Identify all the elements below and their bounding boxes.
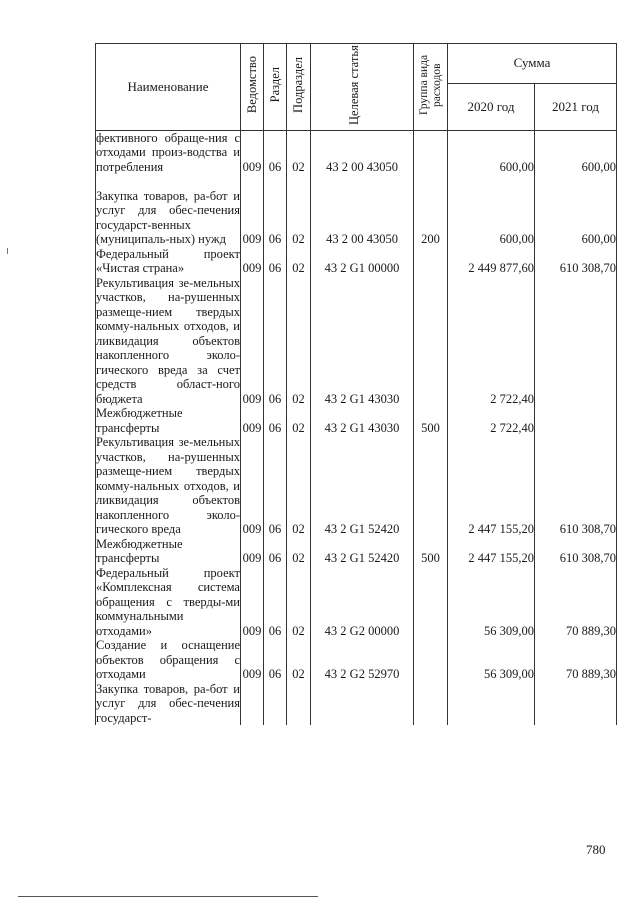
row-name: Межбюджетные трансферты [96, 406, 241, 435]
row-podrazdel: 02 [287, 174, 311, 247]
row-sum-2021: 600,00 [535, 130, 617, 174]
row-vedomstvo: 009 [241, 247, 264, 276]
row-tselevaya: 43 2 G2 52970 [311, 638, 414, 682]
row-tselevaya: 43 2 G2 00000 [311, 566, 414, 639]
row-sum-2020: 600,00 [448, 174, 535, 247]
row-gruppa: 500 [414, 406, 448, 435]
row-tselevaya: 43 2 G1 43030 [311, 406, 414, 435]
table-row [96, 537, 617, 566]
row-sum-2021 [535, 406, 617, 435]
row-razdel: 06 [264, 537, 287, 566]
row-sum-2021: 610 308,70 [535, 435, 617, 537]
row-vedomstvo: 009 [241, 638, 264, 682]
row-name: Рекультивация зе-мельных участков, на-рушенных размеще-нием твердых комму-нальных отходов, и ликвидация объектов накопленного эколо-гического вреда за счет средств област-ного бюджета [96, 275, 240, 406]
row-razdel: 06 [264, 638, 287, 682]
row-tselevaya [311, 682, 414, 726]
header-razdel: Раздел [264, 44, 287, 131]
row-razdel: 06 [264, 276, 287, 407]
row-podrazdel: 02 [287, 247, 311, 276]
row-tselevaya: 43 2 G1 52420 [311, 537, 414, 566]
row-name: Федеральный проект «Чистая страна» [96, 246, 240, 275]
row-name: фективного обраще-ния с отходами произ-водства и потребления [96, 130, 240, 174]
page-number: 780 [586, 842, 606, 857]
row-sum-2020: 2 447 155,20 [448, 537, 535, 566]
header-year-2021: 2021 год [535, 84, 617, 130]
row-gruppa [414, 682, 448, 726]
header-summa: Сумма [448, 44, 617, 84]
row-vedomstvo: 009 [241, 276, 264, 407]
row-sum-2020: 2 722,40 [448, 406, 535, 435]
row-tselevaya: 43 2 G1 52420 [311, 435, 414, 537]
row-razdel: 06 [264, 247, 287, 276]
row-sum-2020: 56 309,00 [448, 566, 535, 639]
header-podrazdel: Подраздел [287, 44, 311, 131]
row-podrazdel: 02 [287, 537, 311, 566]
row-razdel: 06 [264, 130, 287, 174]
row-vedomstvo: 009 [241, 435, 264, 537]
row-name: Рекультивация зе-мельных участков, на-рушенных размеще-нием твердых комму-нальных отходов, и ликвидация объектов накопленного эколо-гического вреда [96, 435, 240, 536]
row-razdel [264, 682, 287, 726]
row-razdel: 06 [264, 566, 287, 639]
header-gruppa: Группа вида расходов [414, 44, 448, 131]
budget-table [95, 43, 617, 725]
row-name: Межбюджетные трансферты [96, 537, 241, 566]
table-row [96, 247, 617, 276]
row-sum-2021: 610 308,70 [535, 537, 617, 566]
row-sum-2020: 56 309,00 [448, 638, 535, 682]
row-podrazdel: 02 [287, 435, 311, 537]
table-row [96, 276, 617, 407]
table-row [96, 130, 617, 174]
header-year-2020: 2020 год [448, 84, 535, 130]
row-name: Федеральный проект «Комплексная система обращения с тверды-ми коммунальными отходами» [96, 565, 240, 638]
table-row [96, 406, 617, 435]
row-name: Закупка товаров, ра-бот и услуг для обес-печения государст-венных (муниципаль-ных) нужд [96, 174, 241, 247]
table-row [96, 435, 617, 537]
row-vedomstvo: 009 [241, 406, 264, 435]
row-sum-2020: 2 447 155,20 [448, 435, 535, 537]
row-vedomstvo: 009 [241, 174, 264, 247]
row-tselevaya: 43 2 00 43050 [311, 174, 414, 247]
row-podrazdel: 02 [287, 276, 311, 407]
table-row [96, 682, 617, 726]
table-row [96, 174, 617, 247]
row-podrazdel: 02 [287, 566, 311, 639]
row-sum-2021: 610 308,70 [535, 247, 617, 276]
row-sum-2021: 70 889,30 [535, 566, 617, 639]
row-sum-2020: 2 449 877,60 [448, 247, 535, 276]
row-gruppa: 500 [414, 537, 448, 566]
row-gruppa [414, 276, 448, 407]
row-gruppa [414, 130, 448, 174]
row-sum-2021: 70 889,30 [535, 638, 617, 682]
row-name: Закупка товаров, ра-бот и услуг для обес-печения государст- [96, 681, 240, 725]
row-sum-2021 [535, 276, 617, 407]
row-sum-2021: 600,00 [535, 174, 617, 247]
row-vedomstvo [241, 682, 264, 726]
row-sum-2020 [448, 682, 535, 726]
row-podrazdel: 02 [287, 406, 311, 435]
row-gruppa [414, 566, 448, 639]
row-tselevaya: 43 2 G1 43030 [311, 276, 414, 407]
row-razdel: 06 [264, 406, 287, 435]
row-tselevaya: 43 2 G1 00000 [311, 247, 414, 276]
header-tselevaya: Целевая статья [311, 44, 414, 131]
row-vedomstvo: 009 [241, 566, 264, 639]
row-sum-2020: 600,00 [448, 130, 535, 174]
header-vedomstvo: Ведомство [241, 44, 264, 131]
row-gruppa: 200 [414, 174, 448, 247]
row-vedomstvo: 009 [241, 130, 264, 174]
margin-mark [7, 248, 8, 254]
header-name: Наименование [96, 44, 241, 131]
row-gruppa [414, 435, 448, 537]
row-name: Создание и оснащение объектов обращения с отходами [96, 638, 240, 681]
footer-line [18, 896, 318, 897]
row-podrazdel [287, 682, 311, 726]
row-podrazdel: 02 [287, 638, 311, 682]
row-gruppa [414, 247, 448, 276]
row-razdel: 06 [264, 435, 287, 537]
row-podrazdel: 02 [287, 130, 311, 174]
table-row [96, 638, 617, 682]
table-row [96, 566, 617, 639]
row-sum-2021 [535, 682, 617, 726]
row-tselevaya: 43 2 00 43050 [311, 130, 414, 174]
row-sum-2020: 2 722,40 [448, 276, 535, 407]
row-gruppa [414, 638, 448, 682]
row-razdel: 06 [264, 174, 287, 247]
row-vedomstvo: 009 [241, 537, 264, 566]
